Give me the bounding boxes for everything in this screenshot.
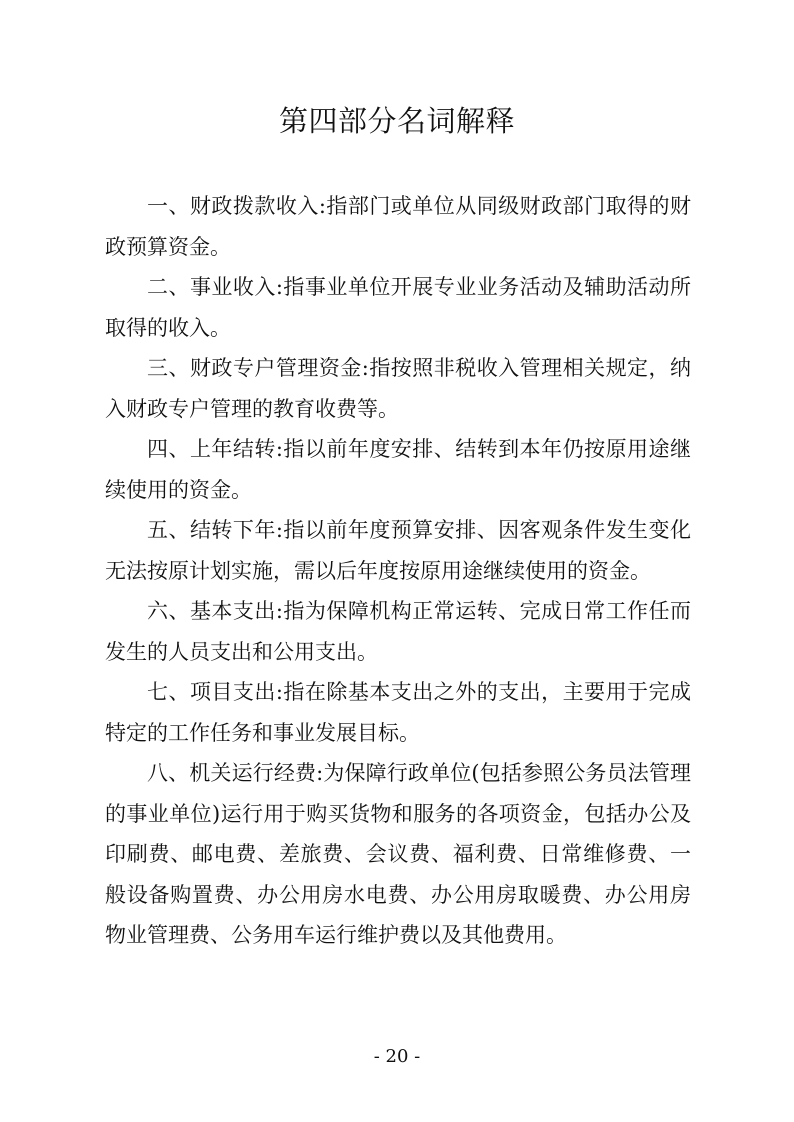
glossary-entry-prior-year-carryover: 四、上年结转:指以前年度安排、结转到本年仍按原用途继续使用的资金。 bbox=[105, 437, 691, 502]
glossary-body bbox=[105, 186, 691, 956]
page-number: - 20 - bbox=[373, 1046, 421, 1067]
glossary-entry-agency-operating-costs: 八、机关运行经费:为保障行政单位(包括参照公务员法管理的事业单位)运行用于购买货物和服务的各项资金，包括办公及印刷费、邮电费、差旅费、会议费、福利费、日常维修费、一般设备购置费、办公用房水电费、办公用房取暖费、办公用房物业管理费、公务用车运行维护费以及其他费用。 bbox=[105, 761, 691, 947]
glossary-entry-fiscal-special-account-funds: 三、财政专户管理资金:指按照非税收入管理相关规定，纳入财政专户管理的教育收费等。 bbox=[105, 356, 691, 421]
glossary-entry-business-income: 二、事业收入:指事业单位开展专业业务活动及辅助活动所取得的收入。 bbox=[105, 275, 691, 340]
glossary-entry-project-expenditure: 七、项目支出:指在除基本支出之外的支出，主要用于完成特定的工作任务和事业发展目标。 bbox=[105, 680, 691, 745]
page-title: 第四部分名词解释 bbox=[278, 104, 515, 138]
glossary-entry-fiscal-appropriation-income: 一、财政拨款收入:指部门或单位从同级财政部门取得的财政预算资金。 bbox=[105, 194, 691, 259]
glossary-entry-carryover-to-next-year: 五、结转下年:指以前年度预算安排、因客观条件发生变化无法按原计划实施，需以后年度按原用途继续使用的资金。 bbox=[105, 518, 691, 583]
glossary-entry-basic-expenditure: 六、基本支出:指为保障机构正常运转、完成日常工作任而发生的人员支出和公用支出。 bbox=[105, 599, 691, 664]
